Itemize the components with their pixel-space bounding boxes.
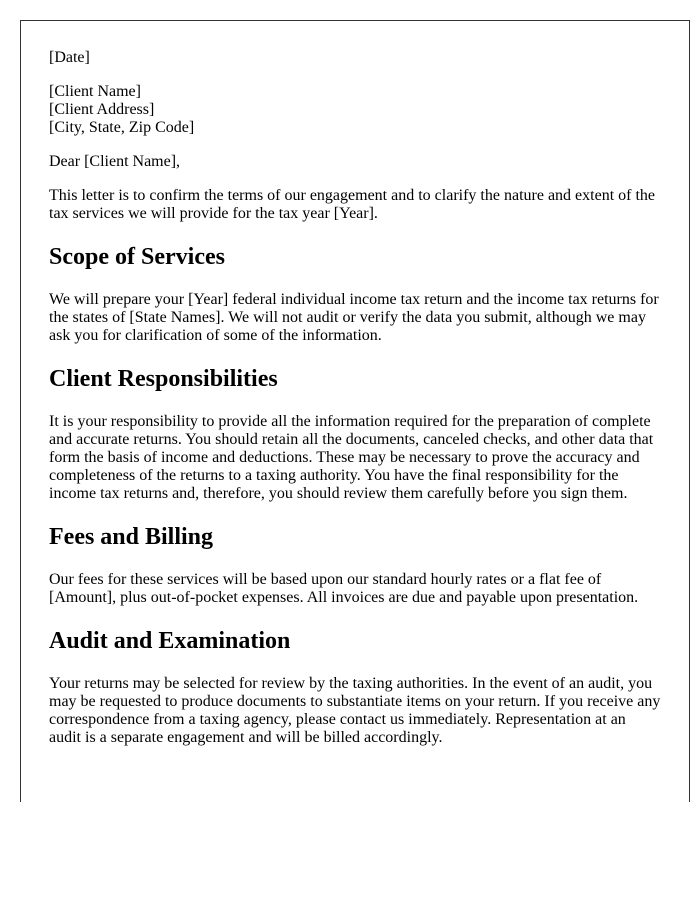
client-city-state-zip: [City, State, Zip Code] — [49, 119, 195, 136]
client-address: [Client Address] — [49, 101, 155, 118]
salutation: Dear [Client Name], — [49, 153, 181, 170]
section-heading-client-responsibilities: Client Responsibilities — [49, 366, 278, 392]
section-body-scope: We will prepare your [Year] federal individual income tax return and the income tax returns for the states of [State Names]. We will not audit or verify the data you submit, although we may ask you for clarification of some of the information. — [49, 291, 659, 344]
section-body-client-responsibilities: It is your responsibility to provide all the information required for the preparation of complete and accurate returns. You should retain all the documents, canceled checks, and other data that form the basis of income and deductions. These may be necessary to prove the accuracy and completeness of the returns to a taxing authority. You have the final responsibility for the income tax returns and, therefore, you should review them carefully before you sign them. — [49, 413, 654, 502]
client-address-block — [49, 83, 661, 137]
engagement-letter — [20, 20, 690, 802]
intro-paragraph: This letter is to confirm the terms of our engagement and to clarify the nature and extent of the tax services we will provide for the tax year [Year]. — [49, 187, 656, 222]
section-heading-scope: Scope of Services — [49, 244, 225, 270]
letter-date: [Date] — [49, 49, 90, 66]
section-heading-audit: Audit and Examination — [49, 628, 291, 654]
section-heading-fees: Fees and Billing — [49, 524, 214, 550]
section-body-fees: Our fees for these services will be based upon our standard hourly rates or a flat fee of [Amount], plus out-of-pocket expenses. All invoices are due and payable upon presentation. — [49, 571, 639, 606]
section-body-audit: Your returns may be selected for review by the taxing authorities. In the event of an audit, you may be requested to produce documents to substantiate items on your return. If you receive any correspondence from a taxing agency, please contact us immediately. Representation at an audit is a separate engagement and will be billed accordingly. — [49, 675, 661, 746]
client-name: [Client Name] — [49, 83, 141, 100]
